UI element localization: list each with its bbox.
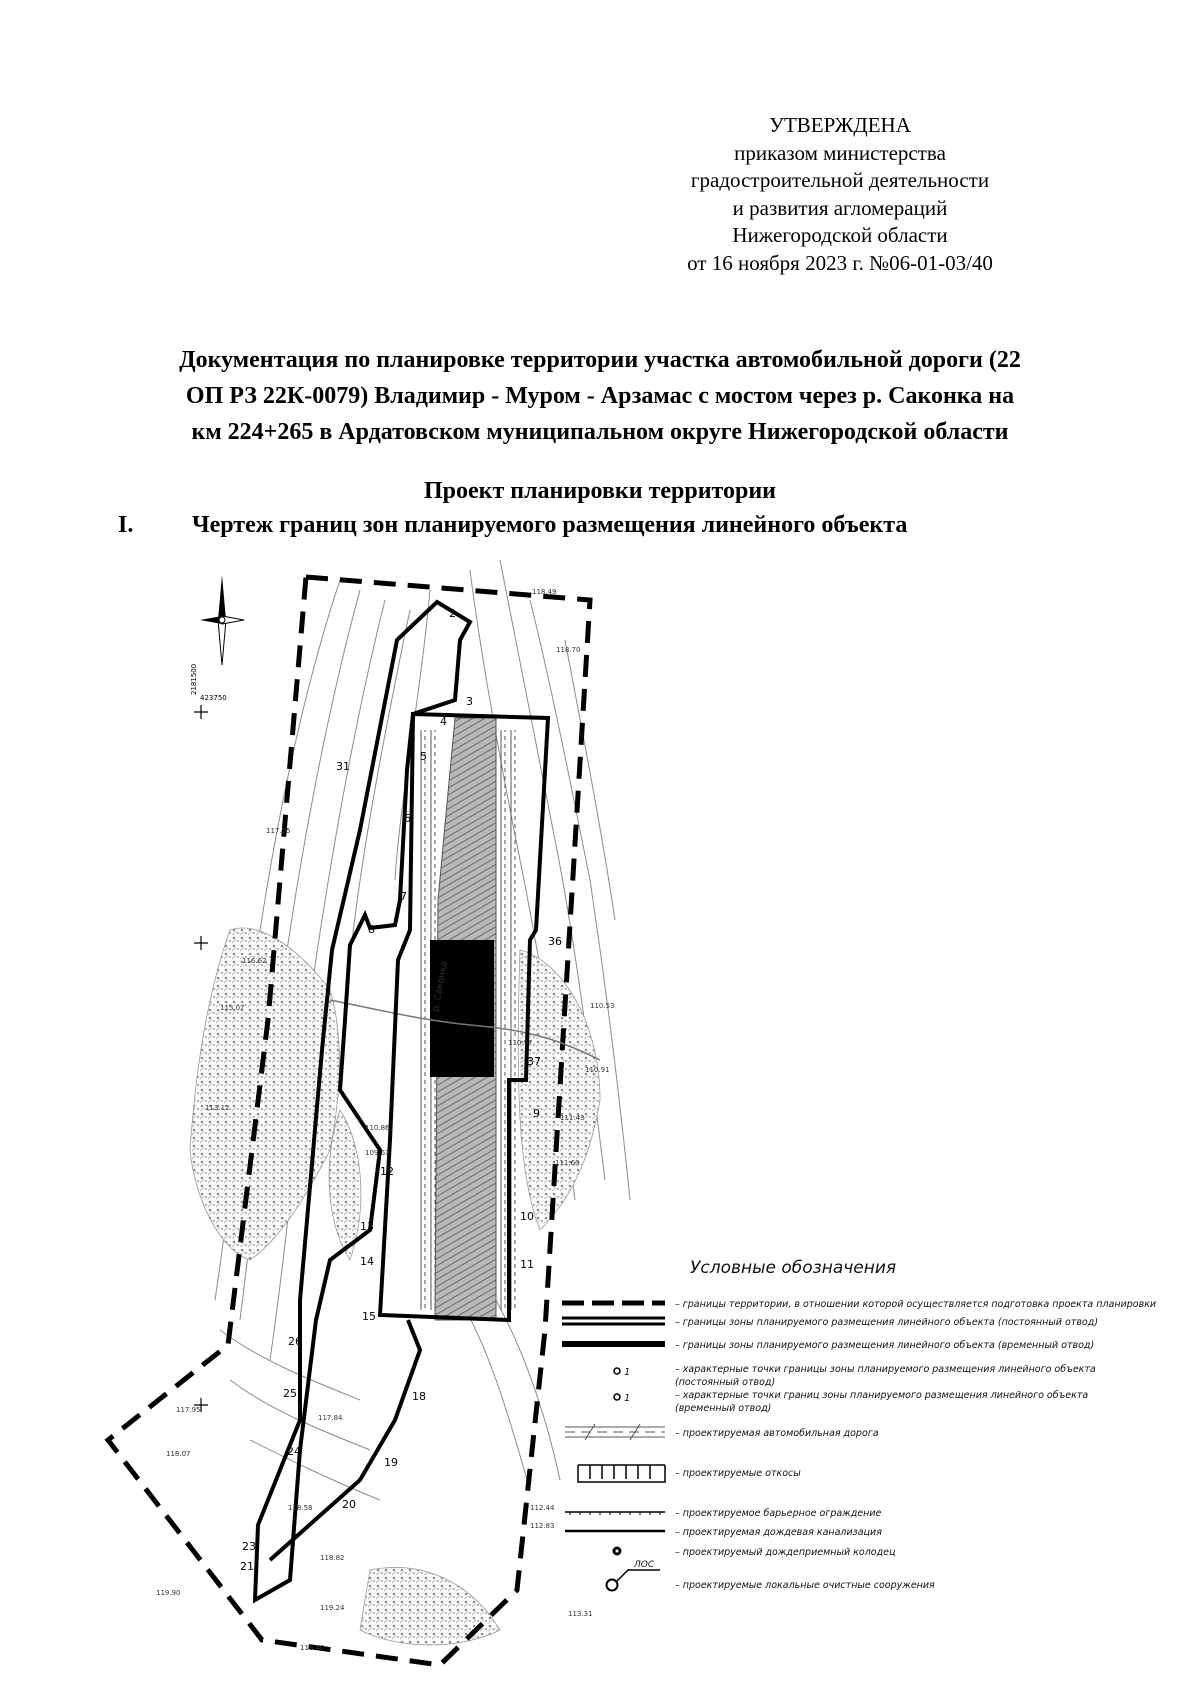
legend-item-text: – проектируемая автомобильная дорога (675, 1428, 879, 1439)
treatment-facility-label: ЛОС (634, 1560, 655, 1570)
elevation-label: 118.40 (300, 1644, 325, 1652)
point-marker-icon (614, 1394, 620, 1400)
barrier-symbol-icon (565, 1512, 665, 1515)
coordinate-east-text: 423750 (200, 694, 227, 702)
legend-item (578, 1465, 801, 1482)
document-title-line: ОП РЗ 22К-0079) Владимир - Муром - Арзамас с мостом через р. Саконка на (185, 383, 1015, 409)
elevation-label: 118.58 (288, 1504, 313, 1512)
point-marker-icon (614, 1368, 620, 1374)
point-number: 14 (360, 1255, 374, 1268)
legend-item (565, 1527, 882, 1538)
elevation-label: 110.97 (508, 1039, 533, 1047)
point-number: 10 (520, 1210, 534, 1223)
document-title-line: Документация по планировке территории участка автомобильной дороги (22 (179, 347, 1021, 373)
legend-title: Условные обозначения (690, 1258, 897, 1278)
legend-item-text: (постоянный отвод) (675, 1377, 776, 1388)
elevation-label: 116.62 (242, 957, 267, 965)
legend-item-text: (временный отвод) (675, 1403, 772, 1414)
elevation-label: 110.91 (585, 1066, 610, 1074)
elevation-label: 113.12 (205, 1104, 230, 1112)
point-number: 24 (287, 1445, 301, 1458)
legend-item (562, 1299, 1156, 1310)
point-number: 37 (527, 1055, 541, 1068)
well-symbol-icon (613, 1547, 622, 1556)
legend-item (614, 1364, 1096, 1388)
point-number: 21 (240, 1560, 254, 1573)
point-number: 23 (242, 1540, 256, 1553)
approval-line: Нижегородской области (732, 223, 948, 247)
approval-line: приказом министерства (734, 140, 946, 165)
point-number: 7 (400, 890, 407, 903)
north-arrow-icon (200, 575, 244, 665)
coordinate-north-text: 2181500 (190, 663, 198, 695)
legend-item (613, 1547, 896, 1559)
elevation-label: 111.43 (560, 1114, 585, 1122)
elevation-label: 110.53 (590, 1002, 615, 1010)
elevation-label: 113.31 (568, 1610, 593, 1618)
elevation-label: 119.24 (320, 1604, 345, 1612)
elevation-label: 118.70 (556, 646, 581, 654)
elevation-label: 119.90 (156, 1589, 181, 1597)
coordinate-label (190, 664, 227, 702)
point-number: 36 (548, 935, 562, 948)
terrain-scrub (360, 1568, 500, 1646)
slope-symbol-icon (578, 1465, 665, 1482)
approval-line: и развития агломераций (732, 195, 948, 220)
approval-line: градостроительной деятельности (690, 168, 990, 192)
elevation-label: 109.63 (365, 1149, 390, 1157)
elevation-label: 118.82 (320, 1554, 345, 1562)
elevation-label: 112.83 (530, 1522, 555, 1530)
approval-line: УТВЕРЖДЕНА (769, 113, 911, 137)
point-number: 8 (368, 923, 375, 936)
elevation-label: 117.84 (318, 1414, 343, 1422)
point-number: 5 (420, 750, 427, 763)
elevation-label: 118.49 (532, 588, 557, 596)
legend-item-text: – проектируемый дождеприемный колодец (675, 1547, 896, 1558)
legend-item-text: – характерные точки границы зоны планируемого размещения линейного объекта (675, 1364, 1096, 1375)
legend-item (607, 1560, 936, 1591)
treatment-facility-symbol-icon (607, 1570, 661, 1591)
drawing-title: Чертеж границ зон планируемого размещения линейного объекта (192, 512, 908, 538)
point-number: 20 (342, 1498, 356, 1511)
legend-item-text: – проектируемая дождевая канализация (675, 1527, 882, 1538)
legend-item (565, 1508, 882, 1519)
section-title: Проект планировки территории (423, 478, 777, 504)
legend-item (562, 1340, 1094, 1351)
legend-item (565, 1424, 879, 1440)
point-number: 4 (440, 715, 447, 728)
legend (562, 1258, 1156, 1591)
legend-item-text: – границы зоны планируемого размещения линейного объекта (временный отвод) (675, 1340, 1095, 1351)
legend-item (562, 1317, 1098, 1328)
terrain-scrub (329, 1110, 361, 1260)
point-number: 25 (283, 1387, 297, 1400)
point-number: 26 (288, 1335, 302, 1348)
point-number: 6 (404, 812, 411, 825)
point-number: 19 (384, 1456, 398, 1469)
legend-item-text: – границы территории, в отношении которой осуществляется подготовка проекта планировки (675, 1299, 1157, 1310)
point-number: 9 (533, 1107, 540, 1120)
point-number: 13 (360, 1220, 374, 1233)
legend-item-text: – проектируемое барьерное ограждение (675, 1508, 882, 1519)
point-number: 18 (412, 1390, 426, 1403)
elevation-label: 112.44 (530, 1504, 555, 1512)
point-number: 11 (520, 1258, 534, 1271)
point-number: 12 (380, 1165, 394, 1178)
elevation-label: 111.60 (555, 1159, 580, 1167)
legend-item-text: – проектируемые откосы (675, 1468, 801, 1479)
elevation-label: 110.86 (365, 1124, 390, 1132)
svg-text:1: 1 (624, 1367, 631, 1378)
point-number: 2 (449, 607, 456, 620)
point-number: 3 (466, 695, 473, 708)
elevation-label: 118.07 (166, 1450, 191, 1458)
legend-item-text: – характерные точки границ зоны планируемого размещения линейного объекта (675, 1390, 1089, 1401)
point-number: 15 (362, 1310, 376, 1323)
document-title-line: км 224+265 в Ардатовском муниципальном округе Нижегородской области (191, 419, 1009, 445)
elevation-label: 117.95 (176, 1406, 201, 1414)
legend-item (614, 1390, 1088, 1414)
elevation-label: 115.07 (220, 1004, 245, 1012)
road-symbol-icon (565, 1424, 665, 1440)
svg-text:1: 1 (624, 1393, 631, 1404)
elevation-label: 117.55 (266, 827, 291, 835)
legend-item-text: – проектируемые локальные очистные сооружения (675, 1580, 935, 1591)
approval-line: от 16 ноября 2023 г. №06-01-03/40 (687, 250, 993, 275)
legend-item-text: – границы зоны планируемого размещения линейного объекта (постоянный отвод) (675, 1317, 1099, 1328)
point-number: 31 (336, 760, 350, 773)
drawing-number: I. (118, 512, 134, 538)
river-label: р. Саконка (431, 960, 450, 1013)
